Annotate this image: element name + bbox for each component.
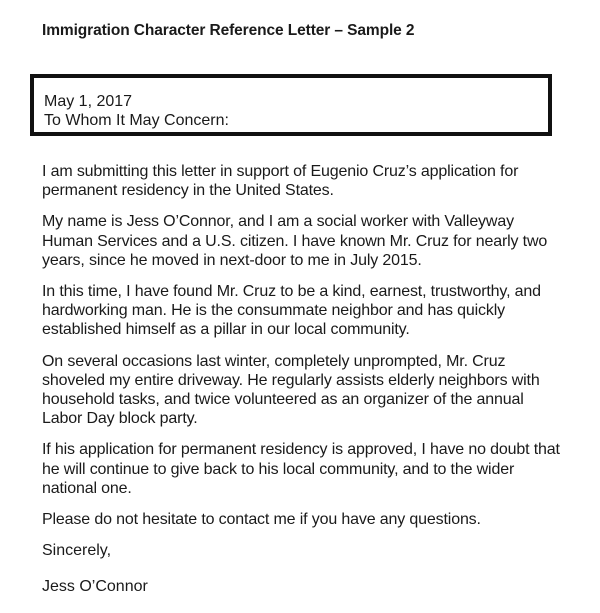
- paragraph-recommendation: If his application for permanent residency is approved, I have no doubt that he will continue to give back to his local community, and to the wider national one.: [42, 441, 560, 497]
- paragraph-examples: On several occasions last winter, completely unprompted, Mr. Cruz shoveled my entire driveway. He regularly assists elderly neighbors with household tasks, and twice volunteered as an organizer of the annual Labor Day block party.: [42, 352, 540, 428]
- paragraph-character: In this time, I have found Mr. Cruz to be a kind, earnest, trustworthy, and hardworking man. He is the consummate neighbor and has quickly established himself as a pillar in our local community.: [42, 283, 541, 339]
- paragraph-purpose: I am submitting this letter in support of Eugenio Cruz’s application for permanent residency in the United States.: [42, 163, 519, 200]
- letter-signature: Jess O’Connor: [42, 578, 148, 596]
- paragraph-introduction: My name is Jess O’Connor, and I am a social worker with Valleyway Human Services and a U.S. citizen. I have known Mr. Cruz for nearly two years, since he moved in next-door to me in July 2015.: [42, 213, 548, 269]
- letter-salutation: To Whom It May Concern:: [44, 112, 229, 129]
- letter-signoff: Sincerely,: [42, 542, 112, 560]
- letter-header-box: [30, 74, 552, 136]
- letter-body: [42, 162, 562, 613]
- paragraph-contact: Please do not hesitate to contact me if you have any questions.: [42, 511, 481, 529]
- letter-date: May 1, 2017: [44, 93, 133, 110]
- document-title: Immigration Character Reference Letter – Sample 2: [42, 22, 415, 39]
